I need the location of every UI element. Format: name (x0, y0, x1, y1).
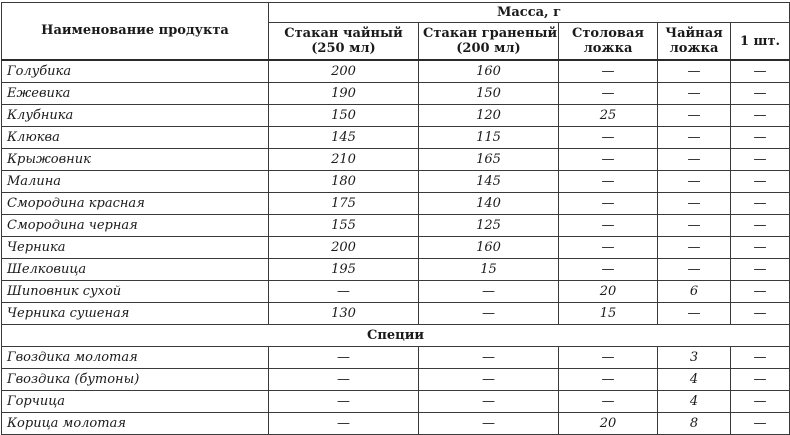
faceted-glass-cell: 145 (419, 171, 559, 193)
teaspoon-cell: 3 (658, 347, 731, 369)
teaspoon-cell: — (658, 83, 731, 105)
faceted-glass-cell: — (419, 281, 559, 303)
tablespoon-cell: 20 (559, 281, 658, 303)
teaspoon-cell: 6 (658, 281, 731, 303)
tea-glass-cell: 200 (269, 237, 419, 259)
one-piece-cell: — (731, 347, 790, 369)
tablespoon-cell: — (559, 347, 658, 369)
tablespoon-cell: — (559, 83, 658, 105)
teaspoon-cell: — (658, 171, 731, 193)
product-name-cell: Смородина черная (2, 215, 269, 237)
table-row (2, 369, 790, 391)
tea-glass-cell: — (269, 347, 419, 369)
header-product-name: Наименование продукта (2, 3, 269, 61)
tea-glass-cell: 180 (269, 171, 419, 193)
section-row (2, 325, 790, 347)
section-title-spices: Специи (2, 325, 790, 347)
faceted-glass-cell: — (419, 347, 559, 369)
product-name-cell: Смородина красная (2, 193, 269, 215)
teaspoon-cell: — (658, 259, 731, 281)
teaspoon-cell: — (658, 215, 731, 237)
product-name-cell: Черника (2, 237, 269, 259)
teaspoon-cell: 4 (658, 391, 731, 413)
header-mass-group: Масса, г (269, 3, 790, 23)
product-name-cell: Гвоздика молотая (2, 347, 269, 369)
table-row (2, 193, 790, 215)
faceted-glass-cell: 15 (419, 259, 559, 281)
table-row (2, 413, 790, 435)
teaspoon-cell: — (658, 105, 731, 127)
product-mass-table (1, 2, 790, 435)
table-row (2, 127, 790, 149)
faceted-glass-cell: 120 (419, 105, 559, 127)
tablespoon-cell: — (559, 391, 658, 413)
tea-glass-cell: 155 (269, 215, 419, 237)
one-piece-cell: — (731, 391, 790, 413)
tablespoon-cell: — (559, 193, 658, 215)
tablespoon-cell: 20 (559, 413, 658, 435)
document-page (1, 2, 790, 435)
product-name-cell: Ежевика (2, 83, 269, 105)
tea-glass-cell: — (269, 281, 419, 303)
faceted-glass-cell: 115 (419, 127, 559, 149)
one-piece-cell: — (731, 193, 790, 215)
product-name-cell: Клубника (2, 105, 269, 127)
one-piece-cell: — (731, 171, 790, 193)
product-name-cell: Гвоздика (бутоны) (2, 369, 269, 391)
one-piece-cell: — (731, 105, 790, 127)
tea-glass-cell: 150 (269, 105, 419, 127)
faceted-glass-cell: 150 (419, 83, 559, 105)
tea-glass-cell: — (269, 369, 419, 391)
product-name-cell: Голубика (2, 60, 269, 83)
one-piece-cell: — (731, 127, 790, 149)
header-faceted-glass: Стакан граненый (200 мл) (419, 23, 559, 61)
tablespoon-cell: — (559, 237, 658, 259)
faceted-glass-cell: 160 (419, 237, 559, 259)
tablespoon-cell: — (559, 259, 658, 281)
product-name-cell: Крыжовник (2, 149, 269, 171)
table-row (2, 237, 790, 259)
tablespoon-cell: — (559, 171, 658, 193)
table-row (2, 303, 790, 325)
faceted-glass-cell: 160 (419, 60, 559, 83)
one-piece-cell: — (731, 303, 790, 325)
header-tea-glass: Стакан чайный (250 мл) (269, 23, 419, 61)
one-piece-cell: — (731, 60, 790, 83)
tea-glass-cell: — (269, 413, 419, 435)
product-name-cell: Корица молотая (2, 413, 269, 435)
one-piece-cell: — (731, 259, 790, 281)
product-name-cell: Шелковица (2, 259, 269, 281)
product-name-cell: Черника сушеная (2, 303, 269, 325)
tablespoon-cell: — (559, 369, 658, 391)
tablespoon-cell: — (559, 149, 658, 171)
tablespoon-cell: — (559, 215, 658, 237)
table-row (2, 259, 790, 281)
table-row (2, 149, 790, 171)
teaspoon-cell: 4 (658, 369, 731, 391)
faceted-glass-cell: — (419, 413, 559, 435)
tea-glass-cell: 175 (269, 193, 419, 215)
header-row-group (2, 3, 790, 23)
teaspoon-cell: — (658, 60, 731, 83)
product-name-cell: Клюква (2, 127, 269, 149)
table-row (2, 105, 790, 127)
one-piece-cell: — (731, 83, 790, 105)
table-row (2, 83, 790, 105)
table-row (2, 60, 790, 83)
tea-glass-cell: 145 (269, 127, 419, 149)
tea-glass-cell: 200 (269, 60, 419, 83)
tea-glass-cell: 130 (269, 303, 419, 325)
one-piece-cell: — (731, 149, 790, 171)
one-piece-cell: — (731, 413, 790, 435)
table-row (2, 281, 790, 303)
faceted-glass-cell: — (419, 303, 559, 325)
table-row (2, 391, 790, 413)
product-name-cell: Малина (2, 171, 269, 193)
faceted-glass-cell: — (419, 369, 559, 391)
tablespoon-cell: 15 (559, 303, 658, 325)
teaspoon-cell: — (658, 127, 731, 149)
header-teaspoon: Чайная ложка (658, 23, 731, 61)
tablespoon-cell: — (559, 60, 658, 83)
tablespoon-cell: 25 (559, 105, 658, 127)
table-row (2, 347, 790, 369)
teaspoon-cell: — (658, 193, 731, 215)
header-one-piece: 1 шт. (731, 23, 790, 61)
tea-glass-cell: 190 (269, 83, 419, 105)
header-tablespoon: Столовая ложка (559, 23, 658, 61)
one-piece-cell: — (731, 237, 790, 259)
faceted-glass-cell: — (419, 391, 559, 413)
faceted-glass-cell: 125 (419, 215, 559, 237)
teaspoon-cell: — (658, 303, 731, 325)
tea-glass-cell: — (269, 391, 419, 413)
table-row (2, 171, 790, 193)
teaspoon-cell: — (658, 237, 731, 259)
teaspoon-cell: — (658, 149, 731, 171)
tea-glass-cell: 210 (269, 149, 419, 171)
product-name-cell: Шиповник сухой (2, 281, 269, 303)
faceted-glass-cell: 165 (419, 149, 559, 171)
one-piece-cell: — (731, 369, 790, 391)
tea-glass-cell: 195 (269, 259, 419, 281)
product-name-cell: Горчица (2, 391, 269, 413)
one-piece-cell: — (731, 215, 790, 237)
faceted-glass-cell: 140 (419, 193, 559, 215)
teaspoon-cell: 8 (658, 413, 731, 435)
table-row (2, 215, 790, 237)
tablespoon-cell: — (559, 127, 658, 149)
one-piece-cell: — (731, 281, 790, 303)
